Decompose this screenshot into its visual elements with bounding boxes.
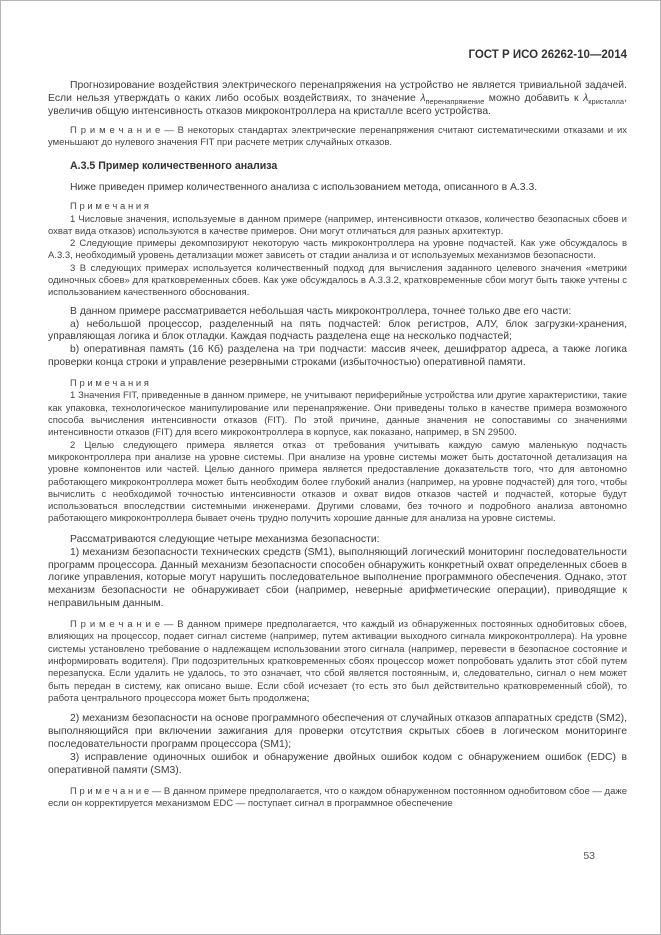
list-item-ram: b) оперативная память (16 Кб) разделена на три подчасти: массив ячеек, дешифратор адреса, а также логика проверки конца строки и управление резервными строками (избыточностью) оперативной памяти. [48, 344, 627, 369]
paragraph-lead: Ниже приведен пример количественного анализа с использованием метода, описанного в А.3.3. [70, 182, 538, 194]
list-item-processor: а) небольшой процессор, разделенный на пять подчастей: блок регистров, АЛУ, блок загрузки-хранения, управляющая логика и блок отладки. Каждая подчасть разделена еще на несколько подчастей; [48, 318, 627, 343]
paragraph-overvoltage-text-2: можно добавить к [484, 92, 584, 104]
notes-block-2 [48, 378, 627, 526]
paragraph-overvoltage [48, 80, 627, 119]
list-item-mechanism-sm2: 2) механизм безопасности на основе программного обеспечения от случайных отказов аппаратных средств (SM2), выполняющийся при включении зажигания для проверки отсутствия скрытых сбоев в логическом мониторинге последовательности программ процессора (SM1); [48, 713, 627, 751]
paragraph-example-intro: В данном примере рассматривается небольшая часть микроконтроллера, точнее только две его части: [70, 305, 572, 317]
paragraph-overvoltage-text-1: Прогнозирование воздействия электрического перенапряжения на устройство не является тривиальной задачей. Если нельзя утверждать о каких либо особых воздействиях, то значение [48, 80, 627, 104]
document-code-header: ГОСТ Р ИСО 26262-10—2014 [468, 49, 627, 61]
note-overvoltage-standards: П р и м е ч а н и е — В некоторых стандартах электрические перенапряжения считают систематическими отказами и их уменьшают до нулевого значения FIT при расчете метрик случайных отказов. [48, 124, 627, 149]
lambda-die-subscript: кристалла [588, 96, 625, 106]
page-number: 53 [583, 850, 595, 862]
lambda-overvoltage-subscript: перенапряжение [425, 96, 485, 106]
section-heading-a35: А.3.5 Пример количественного анализа [70, 160, 278, 173]
note-item-fit-values: 1 Значения FIT, приведенные в данном примере, не учитывают периферийные устройства или другие характеристики, такие как упаковка, технологическое манипулирование или перенапряжение. Они приведены только в качестве примера возможного способа вычисления интенсивности отказов (FIT). По этой причине, данные значения не сопоставимы со значениями интенсивности отказов (FIT) для всего микроконтроллера в корпусе, как показано, например, в SN 29500. [48, 390, 627, 439]
notes-block-2-title: П р и м е ч а н и я [70, 378, 149, 390]
note-item-analysis-goal: 2 Целью следующего примера является отказ от требования учитывать каждую самую маленькую подчасть микроконтроллера при анализе на уровне системы. При анализе на уровне системы может быть достаточной детализация на уровне компонентов или частей. Целью данного примера является предоставление доказательств того, что для автономно работающего микроконтроллера может быть необходим более глубокий анализ (например, на уровне подчастей) для того, чтобы вычислить с необходимой точностью интенсивности отказов и охват видов отказов частей и подчастей, которые будут использоваться впоследствии системными инженерами. Другими словами, без точного и подробного анализа автономно работающего микроконтроллера бывает очень трудно получить хорошие данные для анализа на уровне системы. [48, 439, 627, 525]
note-item-quantitative-approach: 3 В следующих примерах используется количественный подход для вычисления заданного целевого значения «метрики одиночных сбоев» для кратковременных сбоев. Как уже обсуждалось в А.3.3.2, кратковременные сбои могут быть также учтены с использованием качественного обоснования. [48, 262, 627, 299]
note-sm1-behavior: П р и м е ч а н и е — В данном примере предполагается, что каждый из обнаруженных постоянных однобитовых сбоев, влияющих на процессор, подает сигнал системе (например, путем активации выходного сигнала микроконтроллера). На уровне системы установлено требование о надлежащем использовании этого сигнала (например, перевести в безопасное состояние и информировать водителя). При подозрительных кратковременных сбоях процессор может попробовать удалить этот сбой путем перезапуска. Если удалить не удалось, то это означает, что сбой является постоянным, и, следовательно, сигнал о нем может быть передан в систему, как описано выше. Если сбой исчезает (то есть это был действительно кратковременный сбой), то работа центрального процессора может быть продолжена; [48, 619, 627, 704]
note-item-numeric-values: 1 Числовые значения, используемые в данном примере (например, интенсивности отказов, количество безопасных сбоев и охват вида отказов) используются в качестве примеров. Они могут отличаться для разных архитектур. [48, 213, 627, 237]
paragraph-overvoltage-text-3: , увеличив общую интенсивность отказов микроконтроллера на кристалле всего устройства. [48, 92, 627, 117]
notes-block-1 [48, 201, 627, 299]
lambda-die-symbol: λ [583, 92, 589, 104]
list-item-mechanism-sm1: 1) механизм безопасности технических средств (SM1), выполняющий логический мониторинг последовательности программ процессора. Данный механизм безопасности способен обнаружить конкретный охват определенных сбоев в логике управления, которые могут нарушить последовательное выполнение программного обеспечения. Однако, этот механизм безопасности не обнаруживает сбои (например, неверные арифметические операции), приводящие к неправильным данным. [48, 546, 627, 610]
list-item-mechanism-sm3: 3) исправление одиночных ошибок и обнаружение двойных ошибок кодом с обнаружением ошибок (EDC) в оперативной памяти (SM3). [48, 751, 627, 776]
note-edc-signal: П р и м е ч а н и е — В данном примере предполагается, что о каждом обнаруженном постоянном однобитовом сбое — даже если он корректируется механизмом EDC — поступает сигнал в программное обеспечение [48, 785, 627, 810]
lambda-overvoltage-symbol: λ [420, 92, 426, 104]
note-item-decomposition: 2 Следующие примеры декомпозируют некоторую часть микроконтроллера на уровне подчастей. Как уже обсуждалось в А.3.3, необходимый уровень детализации может зависеть от стадии анализа и от используемых механизмов безопасности. [48, 238, 627, 262]
notes-block-1-title: П р и м е ч а н и я [70, 201, 149, 213]
paragraph-mechanisms-intro: Рассматриваются следующие четыре механизма безопасности: [70, 533, 380, 545]
